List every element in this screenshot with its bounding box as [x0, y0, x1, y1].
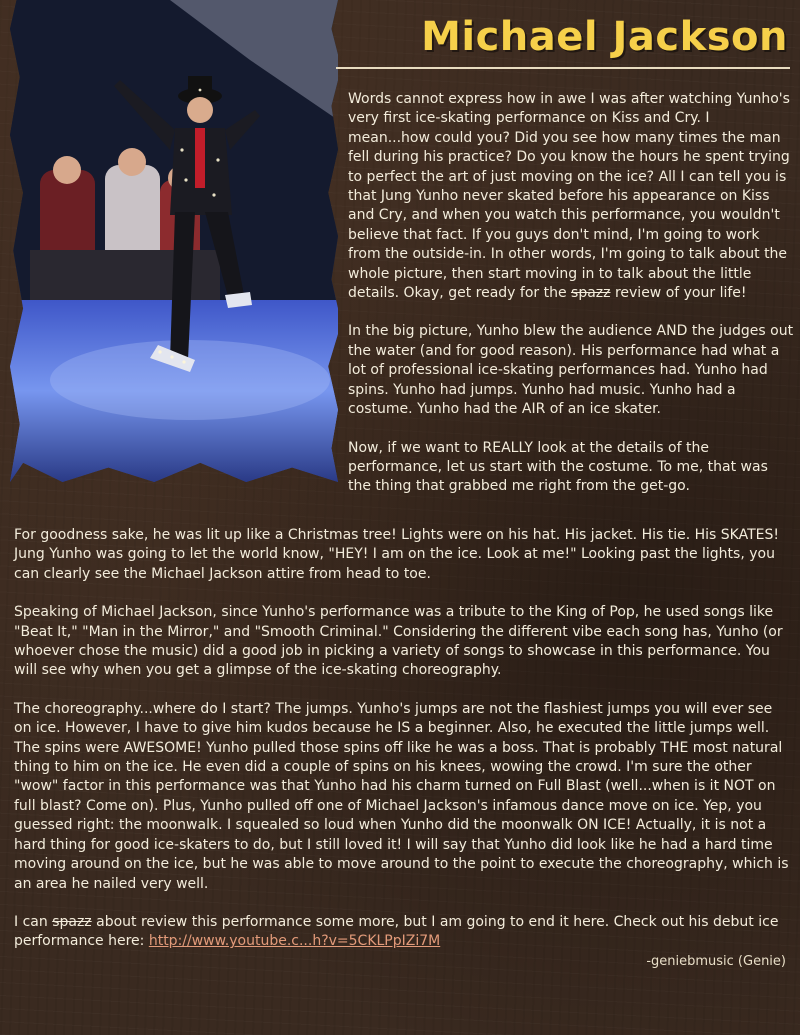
paragraph-costume: For goodness sake, he was lit up like a Christmas tree! Lights were on his hat. His jacket. His tie. His SKATES! Jung Yunho was going to let the world know, "HEY! I am on the ice. Look at me!" Looking past the lights, you can clearly see the Michael Jackson attire from head to toe. — [14, 527, 779, 582]
paragraph-music: Speaking of Michael Jackson, since Yunho's performance was a tribute to the King of Pop, he used songs like "Beat It," "Man in the Mirror," and "Smooth Criminal." Considering the different vibe each song has, Yunho (or whoever chose the music) did a good job in picking a variety of songs to showcase in this performance. You will see why when you get a glimpse of the ice-skating choreography. — [14, 604, 783, 679]
strikethrough-word-2: spazz — [52, 913, 92, 930]
main-column — [14, 526, 794, 952]
intro-text: Words cannot express how in awe I was after watching Yunho's very first ice-skating performance on Kiss and Cry. I mean...how could you? Did you see how many times the man fell during his practice? Do you know the hours he spent trying to perfect the art of just moving on the ice? All I can tell you is that Jung Yunho never skated before his appearance on Kiss and Cry, and when you watch this performance, you wouldn't believe that fact. If you guys don't mind, I'm going to work from the outside-in. In other words, I'm going to talk about the whole picture, then start moving in to talk about the little details. Okay, get ready for the — [348, 91, 790, 302]
paragraph-costume-start: Now, if we want to REALLY look at the details of the performance, let us start with the costume. To me, that was the thing that grabbed me right from the get-go. — [348, 439, 768, 495]
intro-text-end: review of your life! — [614, 285, 747, 302]
paragraph-choreography: The choreography...where do I start? The jumps. Yunho's jumps are not the flashiest jumps you will ever see on ice. However, I have to give him kudos because he IS a beginner. Also, he executed the little jumps well. The spins were AWESOME! Yunho pulled those spins off like he was a boss. That is probably THE most natural thing to him on the ice. He even did a couple of spins on his knees, wowing the crowd. I'm sure the other "wow" factor in this performance was that Yunho had his charm turned on Full Blast (well...when is it NOT on full blast? Come on). Plus, Yunho pulled off one of Michael Jackson's infamous dance move on ice. Yep, you guessed right: the moonwalk. I squealed so loud when Yunho did the moonwalk ON ICE! Actually, it is not a hard thing for good ice-skaters to do, but I still loved it! I will say that Yunho did look like he had a hard time moving around on the ice, but he was able to move around to the point to execute the choreography, which is an area he nailed very well. — [14, 700, 789, 892]
strikethrough-word: spazz — [571, 285, 611, 302]
closing-text-2: about review this performance some more, but I am going to end it here. Check out his debut ice performance here: — [14, 913, 779, 950]
skater-photo — [10, 0, 338, 482]
article-title: Michael Jackson — [421, 14, 788, 60]
intro-column — [348, 90, 794, 497]
title-divider — [336, 67, 790, 69]
paragraph-closing — [14, 913, 794, 952]
youtube-link[interactable]: http://www.youtube.c...h?v=5CKLPpIZi7M — [148, 933, 441, 950]
paragraph-intro — [348, 90, 794, 303]
paragraph-big-picture: In the big picture, Yunho blew the audience AND the judges out the water (and for good reason). His performance had what a lot of professional ice-skating performances had. Yunho had spins. Yunho had jumps. Yunho had music. Yunho had a costume. Yunho had the AIR of an ice skater. — [348, 323, 794, 418]
author-signature: -geniebmusic (Genie) — [646, 954, 786, 969]
closing-text: I can — [14, 913, 48, 930]
